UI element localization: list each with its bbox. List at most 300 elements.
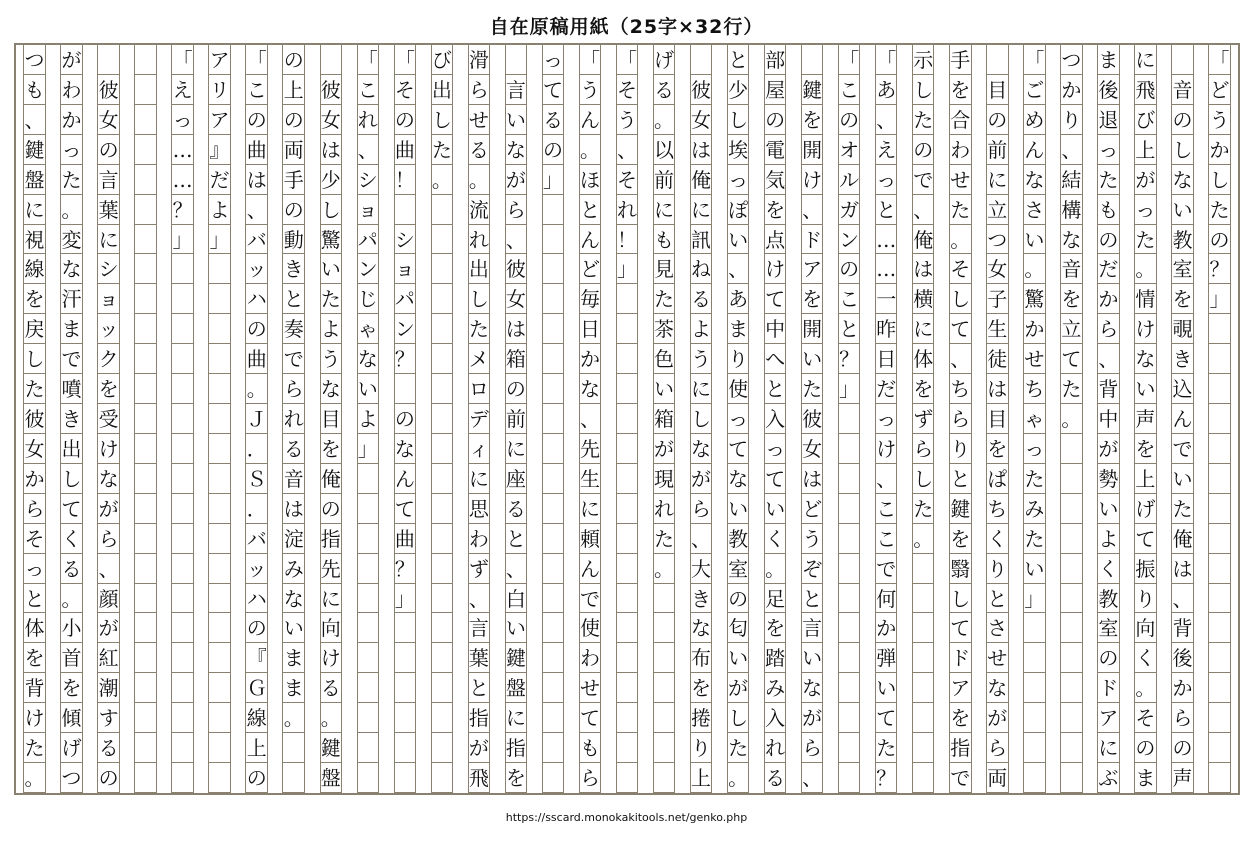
manuscript-cell: 小 xyxy=(60,613,83,643)
manuscript-cell: 勢 xyxy=(1097,464,1120,494)
manuscript-cell: り xyxy=(1060,105,1083,135)
manuscript-cell xyxy=(282,733,305,763)
manuscript-cell: あ xyxy=(875,75,898,105)
manuscript-cell xyxy=(838,554,861,584)
manuscript-column xyxy=(1023,45,1046,793)
manuscript-cell: 室 xyxy=(1097,613,1120,643)
manuscript-cell: の xyxy=(97,763,120,793)
manuscript-cell: を xyxy=(23,643,46,673)
manuscript-cell xyxy=(616,584,639,614)
manuscript-cell xyxy=(171,673,194,703)
manuscript-cell: を xyxy=(949,75,972,105)
manuscript-cell: 。 xyxy=(60,195,83,225)
manuscript-cell: が xyxy=(97,494,120,524)
manuscript-cell: 弾 xyxy=(875,643,898,673)
manuscript-cell: つ xyxy=(23,45,46,75)
manuscript-cell: 込 xyxy=(1171,374,1194,404)
manuscript-cell: 「 xyxy=(171,45,194,75)
manuscript-cell: は xyxy=(1171,554,1194,584)
manuscript-cell: ん xyxy=(1023,135,1046,165)
manuscript-cell: を xyxy=(505,763,528,793)
manuscript-column xyxy=(1060,45,1083,793)
manuscript-cell: 」 xyxy=(616,254,639,284)
manuscript-cell: こ xyxy=(838,75,861,105)
manuscript-cell: 鍵 xyxy=(801,75,824,105)
manuscript-cell: い xyxy=(505,613,528,643)
manuscript-cell: 後 xyxy=(1171,643,1194,673)
manuscript-column xyxy=(1208,45,1231,793)
manuscript-column xyxy=(208,45,231,793)
manuscript-cell: 、 xyxy=(690,524,713,554)
manuscript-cell: わ xyxy=(579,643,602,673)
manuscript-cell: 」 xyxy=(542,165,565,195)
manuscript-cell xyxy=(1023,703,1046,733)
manuscript-cell: い xyxy=(1097,494,1120,524)
manuscript-cell: 向 xyxy=(320,613,343,643)
manuscript-cell: 上 xyxy=(1134,135,1157,165)
manuscript-cell xyxy=(171,613,194,643)
manuscript-cell xyxy=(171,284,194,314)
manuscript-cell xyxy=(134,703,157,733)
manuscript-cell: シ xyxy=(394,225,417,255)
manuscript-cell: ん xyxy=(394,464,417,494)
manuscript-cell: ョ xyxy=(394,254,417,284)
manuscript-cell xyxy=(208,763,231,793)
manuscript-cell xyxy=(1208,643,1231,673)
manuscript-cell: 言 xyxy=(97,165,120,195)
manuscript-cell xyxy=(616,673,639,703)
manuscript-cell: け xyxy=(801,165,824,195)
manuscript-cell: け xyxy=(1134,314,1157,344)
manuscript-cell xyxy=(542,524,565,554)
manuscript-cell: ． xyxy=(245,434,268,464)
manuscript-cell: と xyxy=(875,195,898,225)
manuscript-cell: 以 xyxy=(653,135,676,165)
manuscript-cell xyxy=(1060,613,1083,643)
manuscript-cell: 音 xyxy=(1171,75,1194,105)
manuscript-cell: 」 xyxy=(394,584,417,614)
manuscript-cell: の xyxy=(282,105,305,135)
manuscript-cell: な xyxy=(1171,165,1194,195)
manuscript-cell: の xyxy=(912,135,935,165)
manuscript-cell: 、 xyxy=(801,195,824,225)
manuscript-cell: 俺 xyxy=(690,165,713,195)
manuscript-cell: 色 xyxy=(653,344,676,374)
manuscript-cell: ゃ xyxy=(1023,404,1046,434)
manuscript-cell xyxy=(912,554,935,584)
manuscript-cell: ん xyxy=(579,554,602,584)
manuscript-cell: ド xyxy=(1097,673,1120,703)
manuscript-cell: 開 xyxy=(801,314,824,344)
manuscript-cell: な xyxy=(801,673,824,703)
manuscript-cell: 「 xyxy=(838,45,861,75)
manuscript-column xyxy=(320,45,343,793)
manuscript-cell: な xyxy=(320,374,343,404)
manuscript-cell: 少 xyxy=(727,75,750,105)
manuscript-cell: の xyxy=(1097,225,1120,255)
manuscript-cell: 徒 xyxy=(986,344,1009,374)
page-title: 自在原稿用紙（25字×32行） xyxy=(489,16,764,38)
manuscript-cell: 」 xyxy=(1208,284,1231,314)
manuscript-cell: ョ xyxy=(357,195,380,225)
manuscript-cell: と xyxy=(468,673,491,703)
manuscript-cell: け xyxy=(764,254,787,284)
manuscript-cell xyxy=(97,45,120,75)
manuscript-cell xyxy=(1023,733,1046,763)
manuscript-cell: る xyxy=(97,733,120,763)
manuscript-cell: と xyxy=(23,584,46,614)
manuscript-cell: よ xyxy=(320,314,343,344)
manuscript-cell: を xyxy=(949,703,972,733)
manuscript-cell: せ xyxy=(468,105,491,135)
manuscript-cell: 背 xyxy=(23,673,46,703)
manuscript-cell: し xyxy=(320,195,343,225)
manuscript-cell: 、 xyxy=(505,225,528,255)
manuscript-cell xyxy=(1208,374,1231,404)
manuscript-cell: 「 xyxy=(1023,45,1046,75)
manuscript-cell: 声 xyxy=(1171,763,1194,793)
manuscript-cell: る xyxy=(282,434,305,464)
manuscript-cell: こ xyxy=(838,284,861,314)
manuscript-cell xyxy=(357,494,380,524)
manuscript-cell: 一 xyxy=(875,284,898,314)
manuscript-cell: わ xyxy=(949,135,972,165)
manuscript-cell: を xyxy=(60,673,83,703)
manuscript-cell: … xyxy=(171,135,194,165)
manuscript-cell: 開 xyxy=(801,135,824,165)
manuscript-cell: げ xyxy=(653,45,676,75)
manuscript-cell xyxy=(1208,404,1231,434)
manuscript-cell: ら xyxy=(579,763,602,793)
manuscript-cell: う xyxy=(616,105,639,135)
manuscript-cell: 日 xyxy=(875,344,898,374)
manuscript-cell: を xyxy=(97,374,120,404)
manuscript-cell xyxy=(838,584,861,614)
manuscript-cell: 、 xyxy=(23,105,46,135)
manuscript-cell xyxy=(134,524,157,554)
manuscript-cell: あ xyxy=(727,284,750,314)
manuscript-cell: 教 xyxy=(1171,225,1194,255)
manuscript-cell xyxy=(134,584,157,614)
manuscript-cell: と xyxy=(838,314,861,344)
manuscript-cell xyxy=(653,643,676,673)
manuscript-cell xyxy=(134,195,157,225)
manuscript-cell: の xyxy=(245,105,268,135)
manuscript-cell: に xyxy=(1097,733,1120,763)
manuscript-cell xyxy=(431,254,454,284)
manuscript-cell: に xyxy=(690,374,713,404)
manuscript-cell: ィ xyxy=(468,434,491,464)
manuscript-cell: 教 xyxy=(727,524,750,554)
manuscript-cell: れ xyxy=(653,494,676,524)
manuscript-cell: に xyxy=(1134,45,1157,75)
manuscript-cell xyxy=(616,643,639,673)
manuscript-cell: … xyxy=(171,165,194,195)
manuscript-cell: が xyxy=(986,703,1009,733)
manuscript-cell: れ xyxy=(468,225,491,255)
manuscript-cell xyxy=(542,733,565,763)
manuscript-cell: ち xyxy=(1023,374,1046,404)
manuscript-cell: ず xyxy=(912,404,935,434)
manuscript-cell: で xyxy=(912,165,935,195)
manuscript-cell: 前 xyxy=(505,404,528,434)
manuscript-cell xyxy=(357,554,380,584)
manuscript-cell xyxy=(1208,584,1231,614)
manuscript-cell xyxy=(357,763,380,793)
manuscript-cell xyxy=(542,225,565,255)
manuscript-cell xyxy=(838,524,861,554)
manuscript-cell: 退 xyxy=(1097,105,1120,135)
manuscript-cell: は xyxy=(320,135,343,165)
manuscript-cell: 鍵 xyxy=(23,135,46,165)
manuscript-cell: る xyxy=(690,284,713,314)
manuscript-cell xyxy=(1208,554,1231,584)
manuscript-cell: ロ xyxy=(468,374,491,404)
manuscript-column xyxy=(431,45,454,793)
manuscript-cell: い xyxy=(320,254,343,284)
manuscript-cell: と xyxy=(282,284,305,314)
manuscript-cell: し xyxy=(912,75,935,105)
manuscript-cell: な xyxy=(727,464,750,494)
manuscript-cell: 紅 xyxy=(97,643,120,673)
manuscript-cell: れ xyxy=(357,105,380,135)
manuscript-cell: 先 xyxy=(579,434,602,464)
manuscript-cell: ら xyxy=(1097,314,1120,344)
manuscript-cell: か xyxy=(1097,284,1120,314)
manuscript-cell xyxy=(616,434,639,464)
manuscript-cell: 顔 xyxy=(97,584,120,614)
manuscript-cell: ら xyxy=(912,434,935,464)
manuscript-cell xyxy=(208,733,231,763)
manuscript-cell: 出 xyxy=(431,75,454,105)
manuscript-column xyxy=(838,45,861,793)
manuscript-cell xyxy=(431,374,454,404)
manuscript-cell: 。 xyxy=(1134,673,1157,703)
manuscript-cell: で xyxy=(282,344,305,374)
manuscript-cell: く xyxy=(1097,554,1120,584)
manuscript-cell xyxy=(171,703,194,733)
manuscript-cell: っ xyxy=(764,434,787,464)
manuscript-cell: 曲 xyxy=(394,524,417,554)
manuscript-cell: と xyxy=(801,584,824,614)
manuscript-cell: を xyxy=(1134,434,1157,464)
manuscript-cell xyxy=(1208,434,1231,464)
manuscript-cell xyxy=(431,643,454,673)
manuscript-cell: え xyxy=(171,75,194,105)
manuscript-cell: て xyxy=(579,703,602,733)
manuscript-cell: に xyxy=(653,195,676,225)
manuscript-cell xyxy=(1208,703,1231,733)
manuscript-cell: ら xyxy=(23,494,46,524)
manuscript-cell: 曲 xyxy=(394,135,417,165)
manuscript-cell: 前 xyxy=(653,165,676,195)
manuscript-cell: た xyxy=(468,314,491,344)
manuscript-cell: 室 xyxy=(1171,254,1194,284)
manuscript-cell xyxy=(616,464,639,494)
manuscript-cell: 女 xyxy=(801,434,824,464)
manuscript-cell xyxy=(431,404,454,434)
manuscript-cell: ん xyxy=(579,105,602,135)
manuscript-cell: 淀 xyxy=(282,524,305,554)
manuscript-cell: い xyxy=(653,374,676,404)
manuscript-cell: り xyxy=(727,344,750,374)
manuscript-cell xyxy=(357,733,380,763)
manuscript-cell xyxy=(134,45,157,75)
manuscript-cell: か xyxy=(875,613,898,643)
manuscript-cell: と xyxy=(986,584,1009,614)
manuscript-cell: 両 xyxy=(986,763,1009,793)
manuscript-cell xyxy=(171,314,194,344)
manuscript-cell: 入 xyxy=(764,404,787,434)
manuscript-cell: を xyxy=(690,673,713,703)
manuscript-cell: と xyxy=(727,45,750,75)
manuscript-cell xyxy=(431,494,454,524)
manuscript-cell: だ xyxy=(1097,254,1120,284)
manuscript-cell xyxy=(171,733,194,763)
manuscript-cell xyxy=(134,75,157,105)
manuscript-cell: い xyxy=(727,643,750,673)
manuscript-cell xyxy=(208,524,231,554)
manuscript-cell: 布 xyxy=(690,643,713,673)
manuscript-cell xyxy=(134,613,157,643)
manuscript-column xyxy=(60,45,83,793)
manuscript-cell: い xyxy=(505,105,528,135)
manuscript-cell: ま xyxy=(1097,45,1120,75)
manuscript-cell: 彼 xyxy=(97,75,120,105)
manuscript-cell: た xyxy=(431,135,454,165)
manuscript-column xyxy=(357,45,380,793)
manuscript-cell: が xyxy=(97,613,120,643)
manuscript-cell: 、 xyxy=(727,254,750,284)
manuscript-cell: が xyxy=(690,464,713,494)
manuscript-column xyxy=(542,45,565,793)
manuscript-cell: が xyxy=(60,45,83,75)
manuscript-cell: た xyxy=(875,733,898,763)
manuscript-cell xyxy=(1060,554,1083,584)
manuscript-cell xyxy=(542,434,565,464)
manuscript-cell: っ xyxy=(727,404,750,434)
manuscript-cell xyxy=(1060,434,1083,464)
manuscript-cell: 、 xyxy=(616,135,639,165)
manuscript-cell: が xyxy=(505,165,528,195)
manuscript-cell xyxy=(1208,733,1231,763)
manuscript-cell xyxy=(1208,763,1231,793)
manuscript-cell: 背 xyxy=(1171,613,1194,643)
manuscript-cell: り xyxy=(1134,584,1157,614)
manuscript-cell: 驚 xyxy=(1023,284,1046,314)
manuscript-cell xyxy=(912,733,935,763)
manuscript-cell: で xyxy=(875,554,898,584)
manuscript-cell: 見 xyxy=(653,254,676,284)
manuscript-cell: で xyxy=(1171,434,1194,464)
manuscript-cell xyxy=(542,284,565,314)
manuscript-cell: 大 xyxy=(690,554,713,584)
manuscript-cell: 。 xyxy=(245,374,268,404)
manuscript-cell: 言 xyxy=(505,75,528,105)
manuscript-cell: そ xyxy=(616,165,639,195)
manuscript-cell xyxy=(431,584,454,614)
manuscript-cell xyxy=(134,105,157,135)
manuscript-cell: 動 xyxy=(282,225,305,255)
manuscript-cell: は xyxy=(282,494,305,524)
manuscript-cell: 彼 xyxy=(801,404,824,434)
manuscript-cell: 捲 xyxy=(690,703,713,733)
manuscript-cell xyxy=(431,314,454,344)
manuscript-cell: 俺 xyxy=(912,225,935,255)
manuscript-cell: ク xyxy=(97,344,120,374)
manuscript-cell: に xyxy=(468,464,491,494)
manuscript-cell xyxy=(838,643,861,673)
manuscript-cell: ッ xyxy=(97,314,120,344)
manuscript-cell: さ xyxy=(1023,195,1046,225)
manuscript-cell: て xyxy=(394,494,417,524)
manuscript-cell: 昨 xyxy=(875,314,898,344)
manuscript-cell: ぱ xyxy=(986,464,1009,494)
manuscript-cell: 指 xyxy=(468,703,491,733)
source-url: https://sscard.monokakitools.net/genko.php xyxy=(505,811,748,824)
manuscript-cell xyxy=(838,404,861,434)
manuscript-cell xyxy=(912,613,935,643)
manuscript-cell xyxy=(134,314,157,344)
manuscript-cell: ま xyxy=(282,643,305,673)
manuscript-cell: と xyxy=(949,464,972,494)
manuscript-cell: な xyxy=(690,434,713,464)
manuscript-cell: 茶 xyxy=(653,314,676,344)
manuscript-cell xyxy=(653,613,676,643)
manuscript-cell: 、 xyxy=(357,135,380,165)
manuscript-cell: の xyxy=(986,105,1009,135)
manuscript-cell: は xyxy=(912,254,935,284)
manuscript-cell: 俺 xyxy=(1171,524,1194,554)
manuscript-cell: な xyxy=(690,613,713,643)
manuscript-cell: ッ xyxy=(245,254,268,284)
manuscript-cell: 奏 xyxy=(282,314,305,344)
manuscript-cell xyxy=(431,673,454,703)
manuscript-cell: 点 xyxy=(764,225,787,255)
manuscript-cell xyxy=(171,464,194,494)
manuscript-cell: 思 xyxy=(468,494,491,524)
manuscript-cell: ？ xyxy=(875,763,898,793)
manuscript-cell: く xyxy=(60,524,83,554)
manuscript-cell: い xyxy=(1171,464,1194,494)
manuscript-cell: て xyxy=(875,703,898,733)
manuscript-cell: 踏 xyxy=(764,643,787,673)
manuscript-cell: も xyxy=(23,75,46,105)
manuscript-cell: 手 xyxy=(282,165,305,195)
manuscript-cell: 、 xyxy=(97,554,120,584)
manuscript-cell: が xyxy=(801,703,824,733)
manuscript-cell xyxy=(542,314,565,344)
manuscript-cell: し xyxy=(60,464,83,494)
manuscript-cell: 、 xyxy=(875,464,898,494)
manuscript-cell: 体 xyxy=(23,613,46,643)
manuscript-cell: 情 xyxy=(1134,284,1157,314)
manuscript-cell: 葉 xyxy=(468,643,491,673)
manuscript-cell xyxy=(542,374,565,404)
manuscript-cell: 、 xyxy=(579,404,602,434)
manuscript-cell: ら xyxy=(505,195,528,225)
manuscript-cell: な xyxy=(60,254,83,284)
manuscript-cell: を xyxy=(23,284,46,314)
manuscript-cell: ！ xyxy=(616,225,639,255)
manuscript-cell: ち xyxy=(949,374,972,404)
manuscript-cell: た xyxy=(727,733,750,763)
manuscript-cell xyxy=(431,195,454,225)
manuscript-cell: ず xyxy=(468,554,491,584)
manuscript-cell xyxy=(505,45,528,75)
manuscript-cell: ら xyxy=(97,524,120,554)
manuscript-cell: 「 xyxy=(394,45,417,75)
